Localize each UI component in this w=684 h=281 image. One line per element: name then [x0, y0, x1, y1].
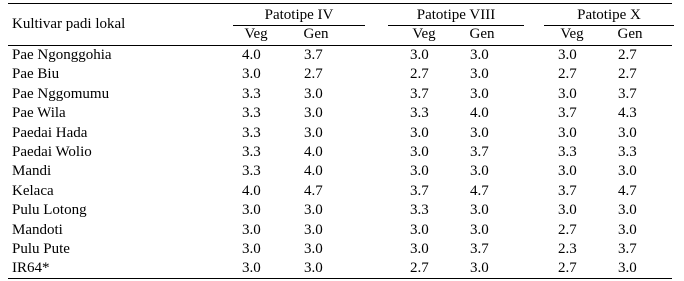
cultivar-name: Pae Nggomumu	[12, 85, 110, 102]
score-cell: 3.3	[410, 105, 429, 122]
score-cell: 3.0	[242, 202, 261, 219]
cultivar-name: Paedai Hada	[12, 124, 88, 141]
header-veg-x: Veg	[560, 26, 584, 42]
score-cell: 2.7	[304, 66, 323, 83]
header-gen-iv: Gen	[303, 26, 329, 42]
score-cell: 3.0	[558, 163, 577, 180]
score-cell: 3.7	[410, 85, 429, 102]
score-cell: 3.0	[618, 124, 637, 141]
score-cell: 3.0	[304, 105, 323, 122]
score-cell: 4.0	[470, 105, 489, 122]
score-cell: 3.0	[558, 202, 577, 219]
score-cell: 3.7	[470, 241, 489, 257]
score-cell: 4.7	[304, 182, 323, 199]
cultivar-name: Pulu Pute	[12, 241, 70, 257]
score-cell: 3.7	[470, 144, 489, 160]
score-cell: 3.0	[304, 241, 323, 257]
table-top-rule	[8, 3, 672, 4]
cultivar-name: Pae Ngonggohia	[12, 47, 112, 63]
score-cell: 2.7	[410, 260, 429, 277]
score-cell: 3.0	[242, 66, 261, 83]
score-cell: 3.0	[470, 260, 489, 277]
score-cell: 4.0	[304, 163, 323, 180]
score-cell: 3.0	[410, 241, 429, 257]
score-cell: 3.0	[410, 221, 429, 238]
score-cell: 3.0	[470, 47, 489, 63]
score-cell: 3.0	[304, 202, 323, 219]
score-cell: 3.7	[304, 47, 323, 63]
score-cell: 3.3	[410, 202, 429, 219]
header-group-viii: Patotipe VIII	[416, 7, 496, 23]
score-cell: 3.3	[242, 124, 261, 141]
header-veg-iv: Veg	[244, 26, 268, 42]
header-group-x: Patotipe X	[577, 7, 641, 23]
score-cell: 2.3	[558, 241, 577, 257]
score-cell: 4.0	[304, 144, 323, 160]
score-cell: 3.7	[410, 182, 429, 199]
score-cell: 4.0	[242, 182, 261, 199]
score-cell: 3.0	[304, 221, 323, 238]
score-cell: 3.0	[304, 260, 323, 277]
score-cell: 3.0	[410, 163, 429, 180]
score-cell: 3.0	[470, 221, 489, 238]
score-cell: 3.7	[558, 105, 577, 122]
score-cell: 3.0	[242, 241, 261, 257]
cultivar-name: Pae Wila	[12, 105, 66, 122]
score-cell: 4.7	[618, 182, 637, 199]
score-cell: 3.3	[242, 163, 261, 180]
score-cell: 3.0	[470, 124, 489, 141]
score-cell: 3.0	[558, 124, 577, 141]
score-cell: 4.0	[242, 47, 261, 63]
score-cell: 3.0	[242, 260, 261, 277]
score-cell: 3.7	[618, 85, 637, 102]
score-cell: 3.0	[470, 85, 489, 102]
score-cell: 3.0	[470, 163, 489, 180]
score-cell: 2.7	[618, 66, 637, 83]
cultivar-name: Mandi	[12, 163, 52, 180]
header-cultivar: Kultivar padi lokal	[12, 16, 126, 32]
score-cell: 2.7	[558, 66, 577, 83]
cultivar-name: IR64*	[12, 260, 50, 277]
score-cell: 3.0	[410, 144, 429, 160]
score-cell: 2.7	[618, 47, 637, 63]
header-gen-viii: Gen	[469, 26, 495, 42]
score-cell: 3.3	[242, 85, 261, 102]
score-cell: 4.3	[618, 105, 637, 122]
score-cell: 2.7	[410, 66, 429, 83]
score-cell: 3.0	[558, 47, 577, 63]
header-group-iv: Patotipe IV	[264, 7, 334, 23]
score-cell: 3.0	[618, 221, 637, 238]
score-cell: 3.0	[410, 124, 429, 141]
score-cell: 3.0	[242, 221, 261, 238]
score-cell: 3.0	[410, 47, 429, 63]
cultivar-name: Kelaca	[12, 182, 54, 199]
score-cell: 3.0	[618, 202, 637, 219]
header-gen-x: Gen	[617, 26, 643, 42]
score-cell: 2.7	[558, 260, 577, 277]
cultivar-name: Paedai Wolio	[12, 144, 92, 160]
score-cell: 3.7	[618, 241, 637, 257]
score-cell: 3.0	[470, 202, 489, 219]
score-cell: 3.0	[304, 85, 323, 102]
cultivar-name: Mandoti	[12, 221, 63, 238]
score-cell: 3.0	[558, 85, 577, 102]
score-cell: 3.3	[242, 144, 261, 160]
score-cell: 3.0	[618, 163, 637, 180]
cultivar-name: Pae Biu	[12, 66, 60, 83]
score-cell: 4.7	[470, 182, 489, 199]
score-cell: 3.3	[618, 144, 637, 160]
score-cell: 3.7	[558, 182, 577, 199]
score-cell: 3.0	[618, 260, 637, 277]
score-cell: 3.3	[558, 144, 577, 160]
header-veg-viii: Veg	[412, 26, 436, 42]
score-cell: 3.0	[470, 66, 489, 83]
score-cell: 3.0	[304, 124, 323, 141]
cultivar-name: Pulu Lotong	[12, 202, 87, 219]
score-cell: 2.7	[558, 221, 577, 238]
table-bottom-rule	[8, 278, 672, 279]
score-cell: 3.3	[242, 105, 261, 122]
